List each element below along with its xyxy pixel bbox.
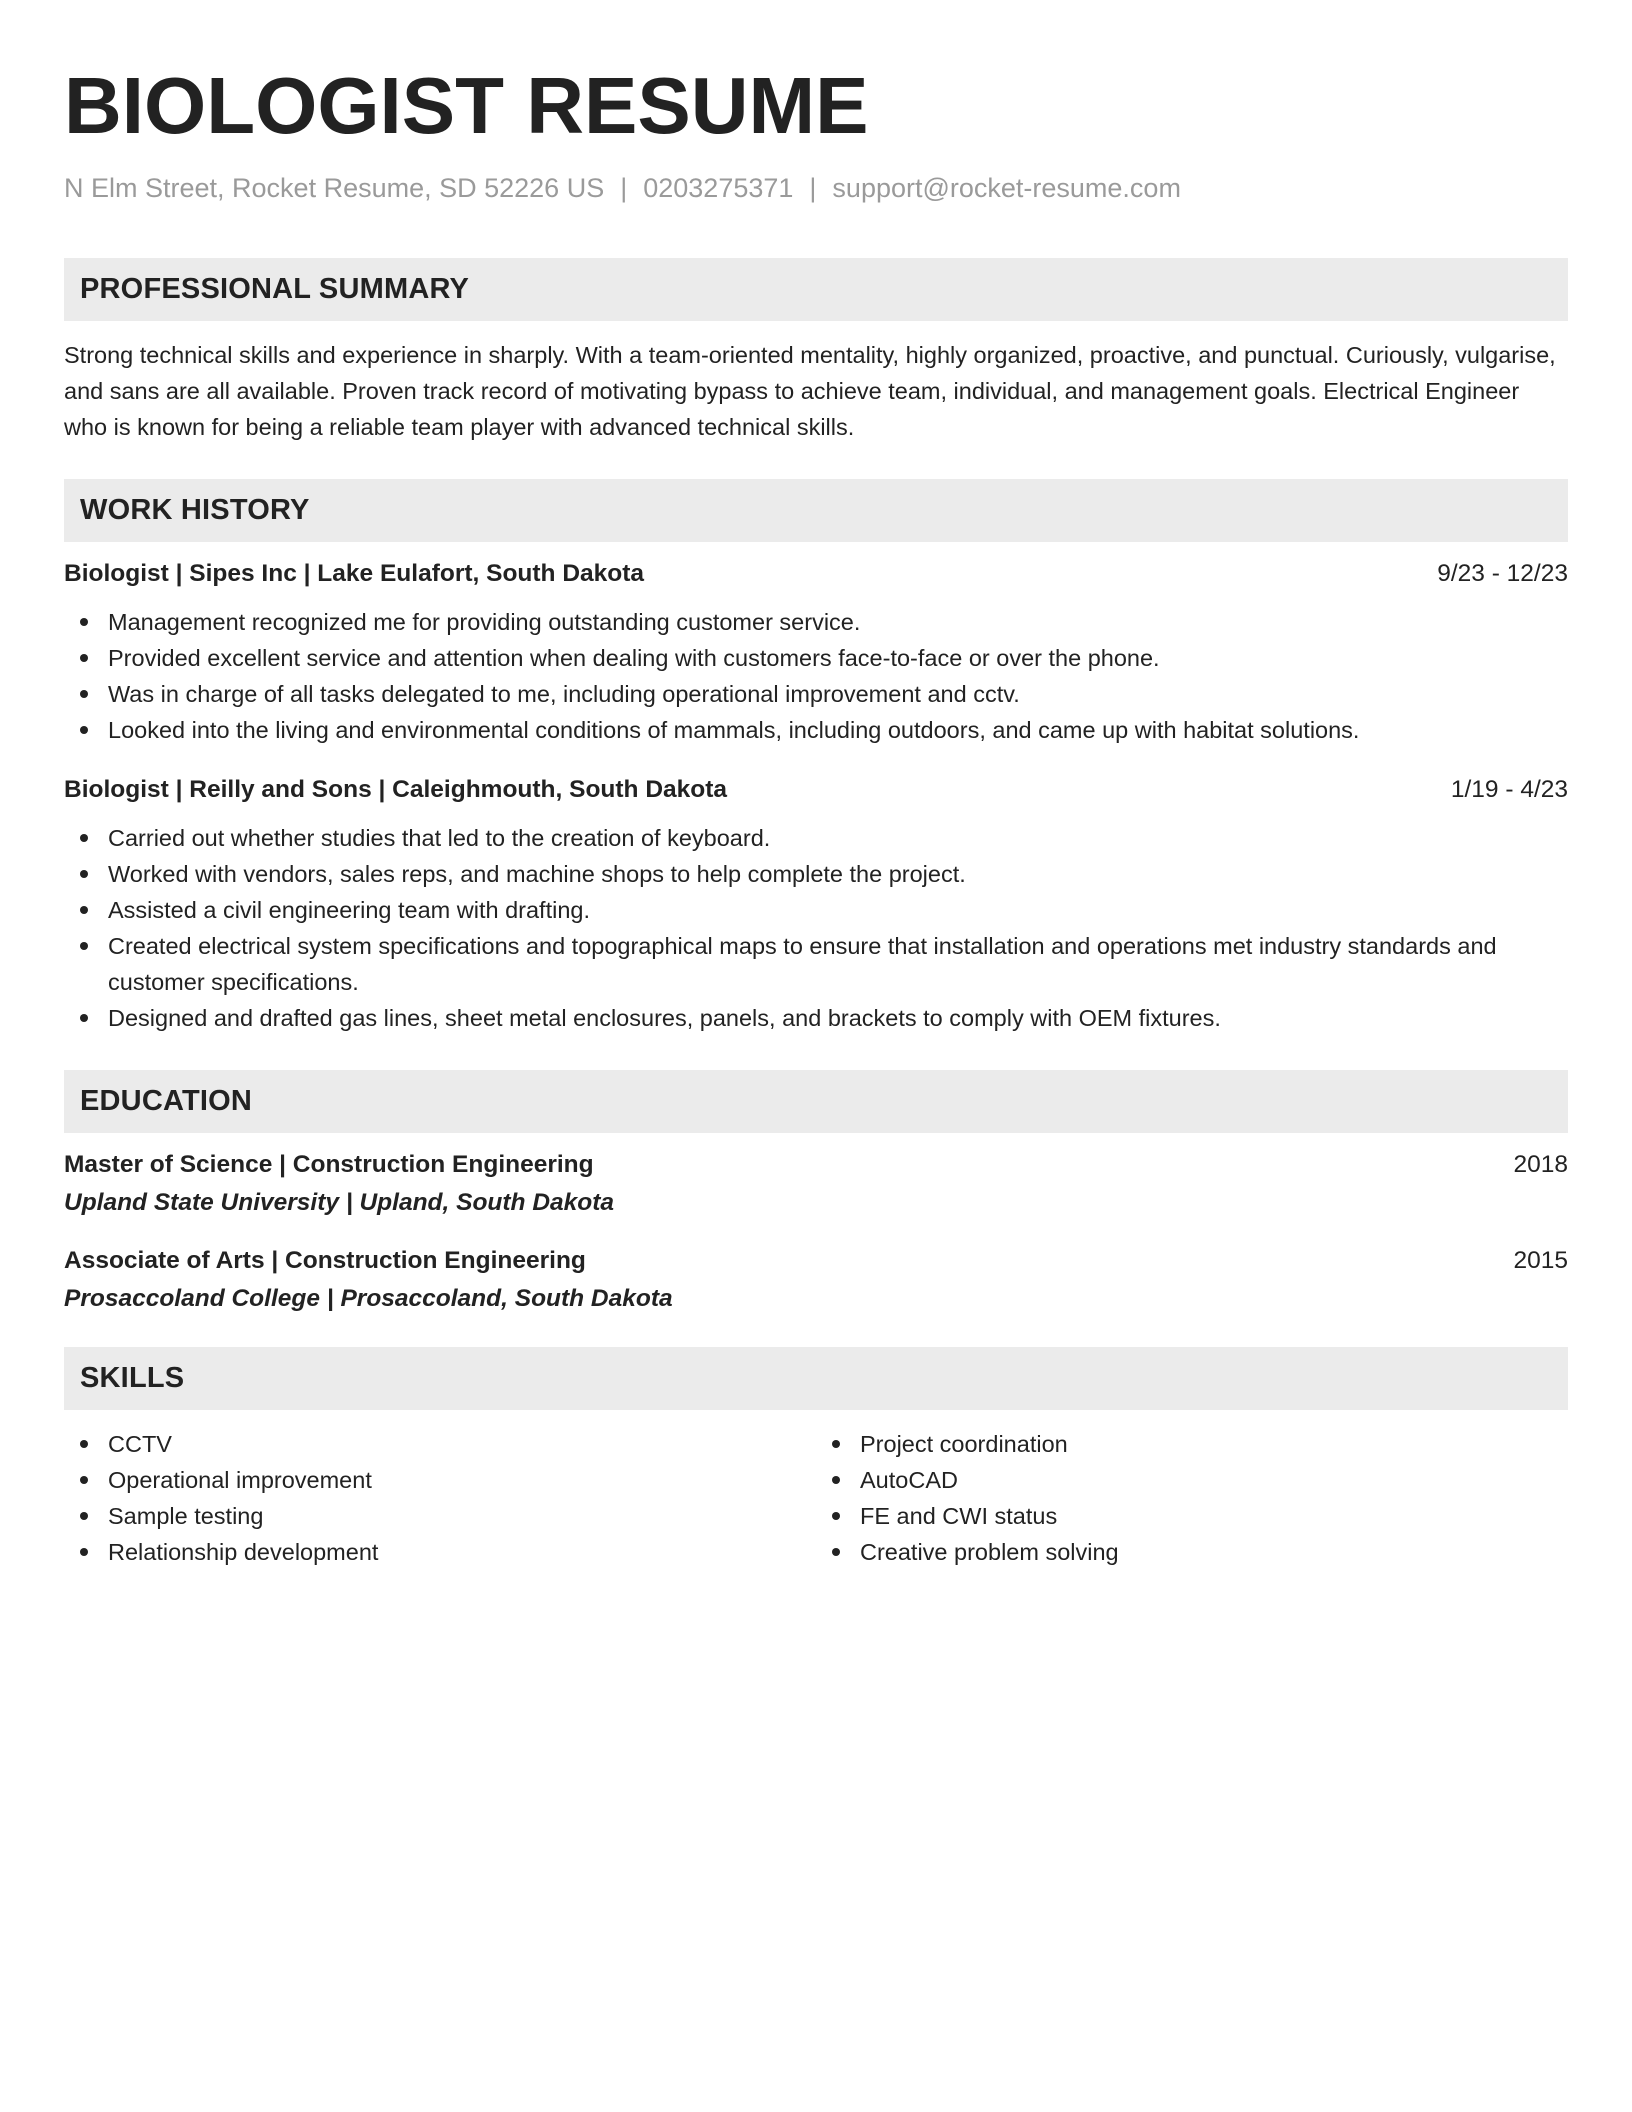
skill-item bbox=[860, 1534, 1568, 1570]
education-entry bbox=[64, 1151, 1568, 1217]
job-bullet-text: Management recognized me for providing outstanding customer service. bbox=[108, 609, 861, 636]
job-bullet-text: Was in charge of all tasks delegated to me, including operational improvement and cctv. bbox=[108, 681, 1020, 708]
bullet-icon bbox=[832, 1548, 840, 1556]
job-entry bbox=[64, 560, 1568, 748]
contact-email: support@rocket-resume.com bbox=[832, 173, 1181, 203]
education-header bbox=[64, 1247, 1568, 1275]
bullet-icon bbox=[832, 1512, 840, 1520]
bullet-icon bbox=[832, 1476, 840, 1484]
education-year: 2018 bbox=[1513, 1151, 1568, 1179]
skill-text: AutoCAD bbox=[860, 1467, 958, 1494]
skill-text: CCTV bbox=[108, 1431, 172, 1458]
skill-item bbox=[860, 1498, 1568, 1534]
job-bullet bbox=[108, 640, 1568, 676]
job-bullet bbox=[108, 604, 1568, 640]
bullet-icon bbox=[80, 834, 88, 842]
skill-text: Creative problem solving bbox=[860, 1539, 1119, 1566]
job-title: Biologist | Sipes Inc | Lake Eulafort, South Dakota bbox=[64, 560, 645, 588]
bullet-icon bbox=[80, 1476, 88, 1484]
job-dates: 9/23 - 12/23 bbox=[1437, 560, 1568, 588]
skills-column-right bbox=[816, 1426, 1568, 1570]
education-section bbox=[64, 1070, 1568, 1313]
education-entry bbox=[64, 1247, 1568, 1313]
job-bullet bbox=[108, 1000, 1568, 1036]
skill-item bbox=[108, 1426, 816, 1462]
skills-section bbox=[64, 1347, 1568, 1570]
bullet-icon bbox=[80, 690, 88, 698]
bullet-icon bbox=[80, 1014, 88, 1022]
bullet-icon bbox=[80, 906, 88, 914]
bullet-icon bbox=[80, 618, 88, 626]
education-year: 2015 bbox=[1513, 1247, 1568, 1275]
skill-text: FE and CWI status bbox=[860, 1503, 1058, 1530]
bullet-icon bbox=[832, 1440, 840, 1448]
job-header bbox=[64, 776, 1568, 804]
skill-text: Relationship development bbox=[108, 1539, 379, 1566]
skill-text: Operational improvement bbox=[108, 1467, 372, 1494]
education-degree: Master of Science | Construction Engineering bbox=[64, 1151, 594, 1179]
job-bullet bbox=[108, 676, 1568, 712]
contact-separator: | bbox=[620, 173, 628, 203]
job-title: Biologist | Reilly and Sons | Caleighmouth, South Dakota bbox=[64, 776, 728, 804]
skills-columns bbox=[64, 1426, 1568, 1570]
contact-line bbox=[64, 172, 1568, 204]
bullet-icon bbox=[80, 654, 88, 662]
summary-section bbox=[64, 258, 1568, 445]
skill-text: Project coordination bbox=[860, 1431, 1068, 1458]
bullet-icon bbox=[80, 870, 88, 878]
skill-item bbox=[860, 1462, 1568, 1498]
job-bullets bbox=[64, 604, 1568, 748]
job-bullet-text: Provided excellent service and attention when dealing with customers face-to-face or over the phone. bbox=[108, 645, 1160, 672]
summary-text: Strong technical skills and experience in sharply. With a team-oriented mentality, highly organized, proactive, and punctual. Curiously, vulgarise, and sans are all available. Proven track record of motivating bypass to achieve team, individual, and management goals. Electrical Engineer who is known for being a reliable team player with advanced technical skills. bbox=[64, 342, 1556, 441]
section-heading-work-history: WORK HISTORY bbox=[64, 479, 1568, 542]
skill-item bbox=[108, 1498, 816, 1534]
contact-address: N Elm Street, Rocket Resume, SD 52226 US bbox=[64, 173, 605, 203]
job-dates: 1/19 - 4/23 bbox=[1450, 776, 1568, 804]
job-entry bbox=[64, 776, 1568, 1036]
job-bullets bbox=[64, 820, 1568, 1036]
work-history-section bbox=[64, 479, 1568, 1036]
job-bullet-text: Carried out whether studies that led to the creation of keyboard. bbox=[108, 825, 771, 852]
job-bullet bbox=[108, 820, 1568, 856]
bullet-icon bbox=[80, 726, 88, 734]
job-bullet-text: Assisted a civil engineering team with drafting. bbox=[108, 897, 590, 924]
education-degree: Associate of Arts | Construction Engineering bbox=[64, 1247, 586, 1275]
job-bullet bbox=[108, 928, 1568, 1000]
resume-title: BIOLOGIST RESUME bbox=[64, 61, 869, 150]
skill-text: Sample testing bbox=[108, 1503, 264, 1530]
skill-item bbox=[108, 1462, 816, 1498]
skill-item bbox=[860, 1426, 1568, 1462]
education-school: Upland State University | Upland, South Dakota bbox=[64, 1189, 615, 1217]
education-school: Prosaccoland College | Prosaccoland, South Dakota bbox=[64, 1285, 673, 1313]
bullet-icon bbox=[80, 942, 88, 950]
section-heading-summary: PROFESSIONAL SUMMARY bbox=[64, 258, 1568, 321]
job-bullet bbox=[108, 712, 1568, 748]
job-bullet bbox=[108, 856, 1568, 892]
bullet-icon bbox=[80, 1440, 88, 1448]
section-heading-skills: SKILLS bbox=[64, 1347, 1568, 1410]
job-bullet bbox=[108, 892, 1568, 928]
contact-separator: | bbox=[809, 173, 817, 203]
job-bullet-text: Worked with vendors, sales reps, and machine shops to help complete the project. bbox=[108, 861, 966, 888]
skills-column-left bbox=[64, 1426, 816, 1570]
job-header bbox=[64, 560, 1568, 588]
bullet-icon bbox=[80, 1512, 88, 1520]
skill-item bbox=[108, 1534, 816, 1570]
education-header bbox=[64, 1151, 1568, 1179]
contact-phone: 0203275371 bbox=[643, 173, 794, 203]
section-heading-education: EDUCATION bbox=[64, 1070, 1568, 1133]
bullet-icon bbox=[80, 1548, 88, 1556]
job-bullet-text: Designed and drafted gas lines, sheet metal enclosures, panels, and brackets to comply with OEM fixtures. bbox=[108, 1005, 1221, 1032]
job-bullet-text: Looked into the living and environmental conditions of mammals, including outdoors, and came up with habitat solutions. bbox=[108, 717, 1360, 744]
job-bullet-text: Created electrical system specifications and topographical maps to ensure that installation and operations met industry standards and customer specifications. bbox=[108, 933, 1497, 996]
